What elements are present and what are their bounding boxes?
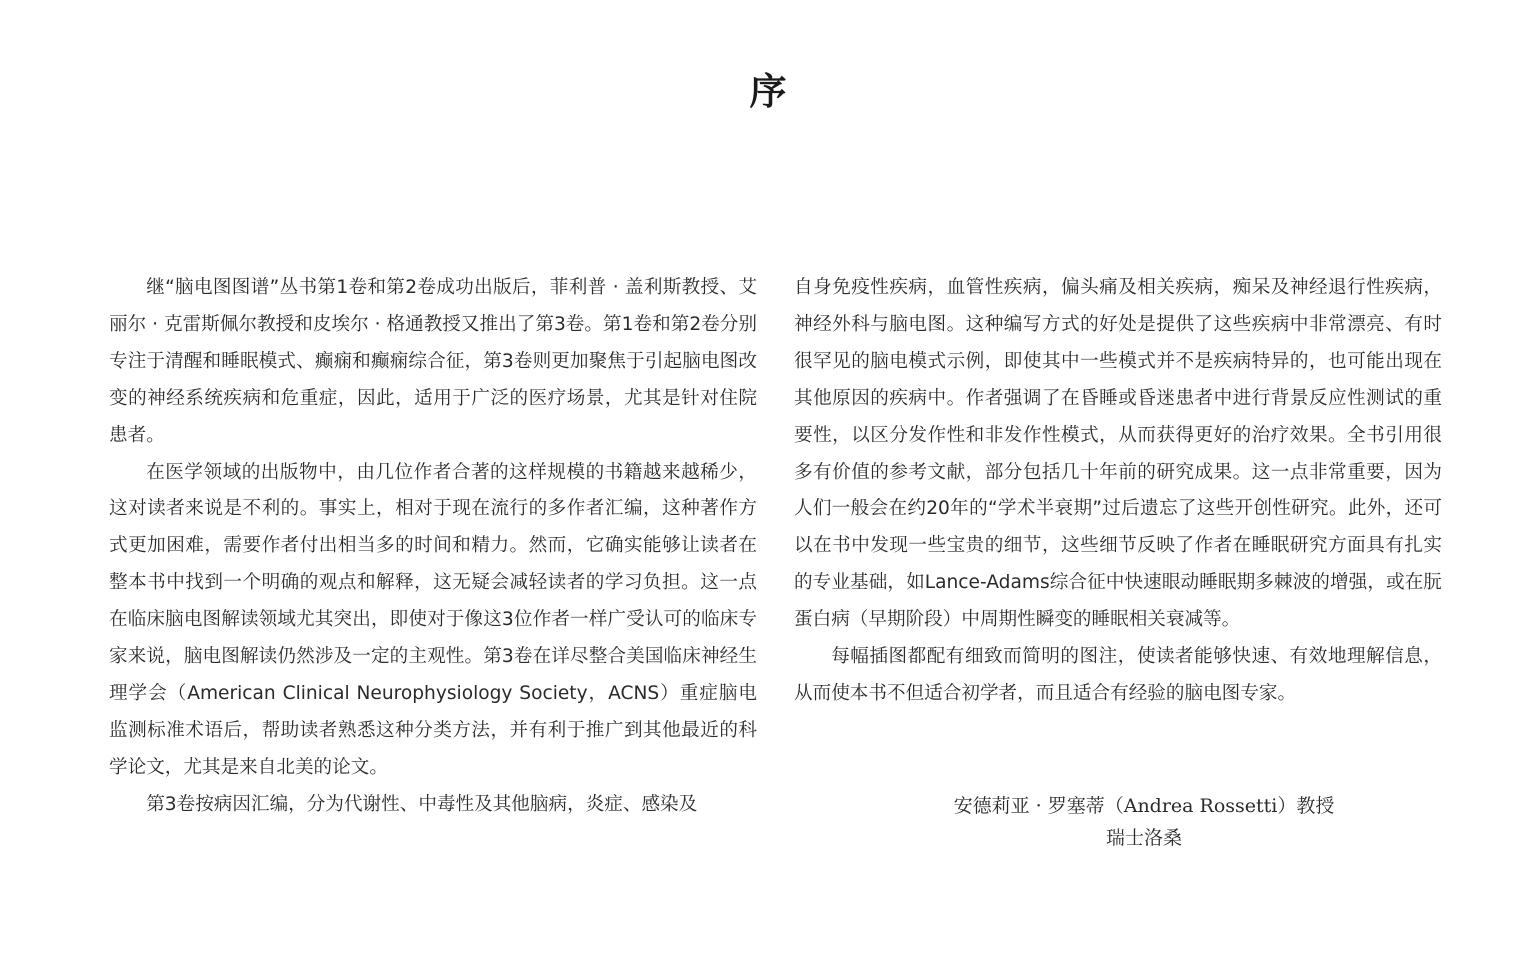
paragraph-structure-continued: 自身免疫性疾病，血管性疾病，偏头痛及相关疾病，痴呆及神经退行性疾病，神经外科与脑电图。这种编写方式的好处是提供了这些疾病中非常漂亮、有时很罕见的脑电模式示例，即使其中一些模式并不是疾病特异的，也可能出现在其他原因的疾病中。作者强调了在昏睡或昏迷患者中进行背景反应性测试的重要性，以区分发作性和非发作性模式，从而获得更好的治疗效果。全书引用很多有价值的参考文献，部分包括几十年前的研究成果。这一点非常重要，因为人们一般会在约20年的“学术半衰期”过后遗忘了这些开创性研究。此外，还可以在书中发现一些宝贵的细节，这些细节反映了作者在睡眠研究方面具有扎实的专业基础，如Lance-Adams综合征中快速眼动睡眠期多棘波的增强，或在朊蛋白病（早期阶段）中周期性瞬变的睡眠相关衰减等。 xyxy=(794,277,1442,631)
paragraph-illustrations: 每幅插图都配有细致而简明的图注，使读者能够快速、有效地理解信息，从而使本书不但适合初学者，而且适合有经验的脑电图专家。 xyxy=(794,646,1442,704)
paragraph-authorship: 在医学领域的出版物中，由几位作者合著的这样规模的书籍越来越稀少，这对读者来说是不利的。事实上，相对于现在流行的多作者汇编，这种著作方式更加困难，需要作者付出相当多的时间和精力。然而，它确实能够让读者在整本书中找到一个明确的观点和解释，这无疑会减轻读者的学习负担。这一点在临床脑电图解读领域尤其突出，即使对于像这3位作者一样广受认可的临床专家来说，脑电图解读仍然涉及一定的主观性。第3卷在详尽整合美国临床神经生理学会（American Clinical Neurophysiology Society，ACNS）重症脑电监测标准术语后，帮助读者熟悉这种分类方法，并有利于推广到其他最近的科学论文，尤其是来自北美的论文。 xyxy=(109,461,757,778)
signature-block xyxy=(794,790,1494,854)
signature-author: 安德莉亚 · 罗塞蒂（Andrea Rossetti）教授 xyxy=(953,795,1335,817)
paragraph-structure-start: 第3卷按病因汇编，分为代谢性、中毒性及其他脑病，炎症、感染及 xyxy=(146,793,698,815)
page-title: 序 xyxy=(749,69,787,113)
right-text-column xyxy=(794,270,1442,713)
left-text-column xyxy=(109,270,757,824)
signature-location: 瑞士洛桑 xyxy=(1105,827,1182,849)
paragraph-intro: 继“脑电图图谱”丛书第1卷和第2卷成功出版后，菲利普 · 盖利斯教授、艾丽尔 · 克雷斯佩尔教授和皮埃尔 · 格通教授又推出了第3卷。第1卷和第2卷分别专注于清醒和睡眠模式、癫痫和癫痫综合征，第3卷则更加聚焦于引起脑电图改变的神经系统疾病和危重症，因此，适用于广泛的医疗场景，尤其是针对住院患者。 xyxy=(109,277,757,446)
